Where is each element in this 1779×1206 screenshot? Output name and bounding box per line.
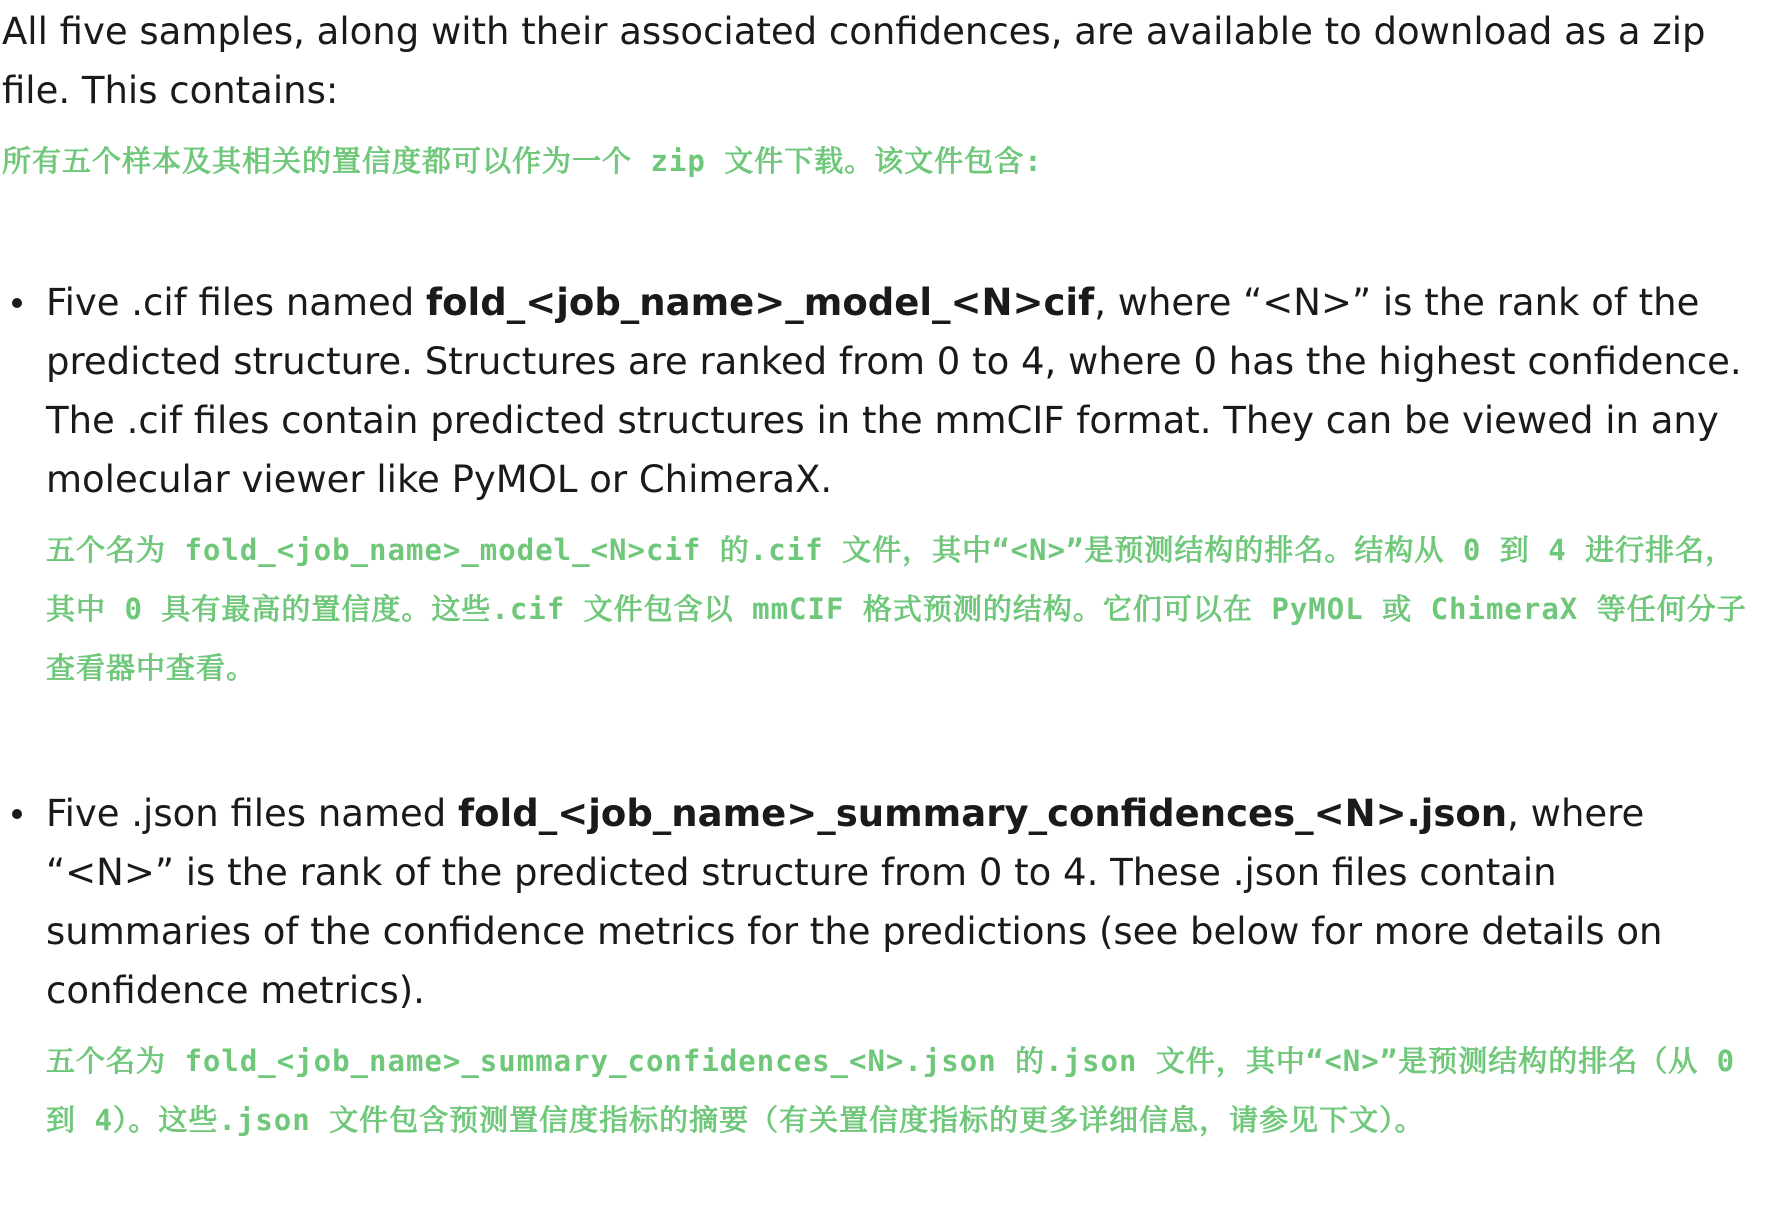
intro-paragraph: All five samples, along with their associated confidences, are available to download as a zip file. This contains: [2, 10, 1706, 112]
bullet-icon [12, 809, 22, 819]
file-list [2, 271, 1762, 1150]
json-prefix: Five .json files named [46, 792, 459, 835]
bullet-icon [12, 298, 22, 308]
json-translation: 五个名为 fold_<job_name>_summary_confidences_<N>.json 的.json 文件，其中“<N>”是预测结构的排名（从 0 到 4）。这些.json 文件包含预测置信度指标的摘要（有关置信度指标的更多详细信息，请参见下文）。 [46, 1044, 1736, 1137]
cif-prefix: Five .cif files named [46, 281, 427, 324]
cif-translation: 五个名为 fold_<job_name>_model_<N>cif 的.cif 文件，其中“<N>”是预测结构的排名。结构从 0 到 4 进行排名，其中 0 具有最高的置信度。这些.cif 文件包含以 mmCIF 格式预测的结构。它们可以在 PyMOL 或 ChimeraX 等任何分子查看器中查看。 [46, 533, 1747, 685]
json-filename: fold_<job_name>_summary_confidences_<N>.json [458, 792, 1508, 835]
list-item-json [2, 782, 1762, 1150]
document-page [2, 0, 1762, 1150]
cif-filename: fold_<job_name>_model_<N>cif [426, 281, 1095, 324]
json-description [46, 782, 1762, 1020]
cif-description [46, 271, 1762, 509]
cif-suffix: , where “<N>” is the rank of the predicted structure. Structures are ranked from 0 to 4, where 0 has the highest confidence. The .cif files contain predicted structures in the mmCIF format. They can be viewed in any molecular viewer like PyMOL or ChimeraX. [46, 281, 1742, 501]
list-item-cif [2, 271, 1762, 698]
json-suffix: , where “<N>” is the rank of the predicted structure from 0 to 4. These .json files contain summaries of the confidence metrics for the predictions (see below for more details on confidence metrics). [46, 792, 1663, 1012]
intro-translation: 所有五个样本及其相关的置信度都可以作为一个 zip 文件下载。该文件包含: [2, 144, 1043, 178]
